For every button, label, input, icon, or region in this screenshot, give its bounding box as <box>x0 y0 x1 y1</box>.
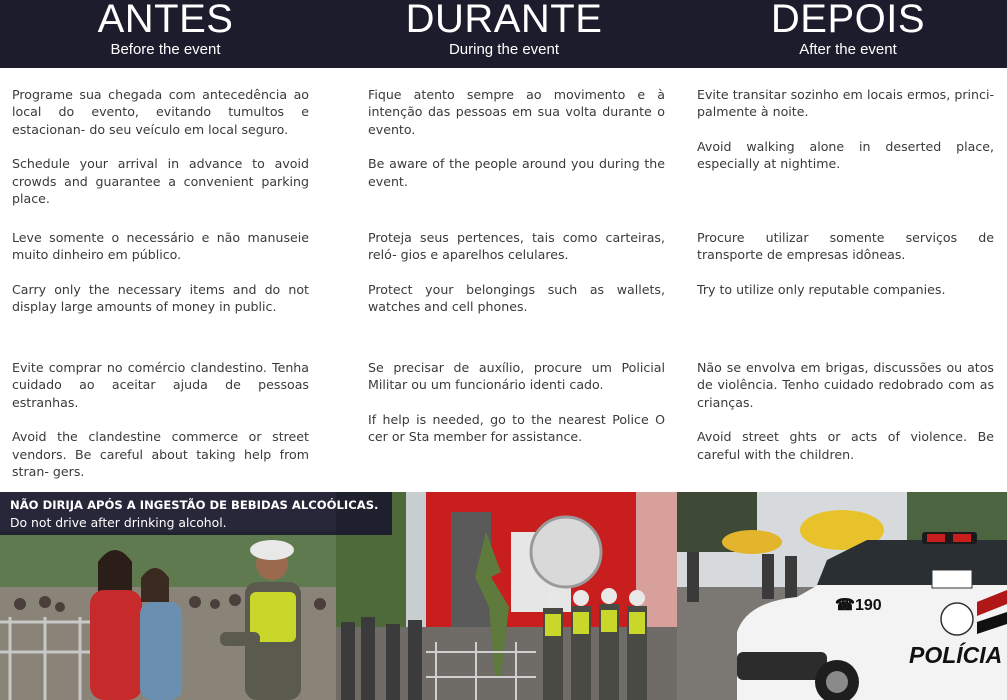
column-title: DURANTE <box>405 0 603 41</box>
column-subtitle: Before the event <box>110 41 221 58</box>
column-subtitle: After the event <box>799 41 897 58</box>
header-durante <box>336 0 672 68</box>
tip-pt: Se precisar de auxílio, procure um Policial Militar ou um funcionário identi cado. <box>368 360 665 393</box>
tip-pt: Programe sua chegada com antecedência ao local do evento, evitando tumultos e estacionan- do seu veículo em local seguro. <box>12 87 309 137</box>
tip-block <box>12 86 309 207</box>
photo-police-car <box>677 492 1007 700</box>
tip-block <box>368 359 665 446</box>
tip-pt: Não se envolva em brigas, discussões ou atos de violência. Tenho cuidado redobrado com as crianças. <box>697 360 994 410</box>
tip-en: Avoid the clandestine commerce or street vendors. Be careful about taking help from stran- gers. <box>12 429 309 480</box>
car-number-text <box>835 595 882 615</box>
tip-block <box>368 229 665 316</box>
car-police-label: POLÍCIA <box>909 642 1003 668</box>
tip-en: Schedule your arrival in advance to avoid crowds and guarantee a convenient parking place. <box>12 156 309 207</box>
tip-en: Be aware of the people around you during the event. <box>368 156 665 189</box>
banner-pt: NÃO DIRIJA APÓS A INGESTÃO DE BEBIDAS ALCOÓLICAS. <box>10 498 379 512</box>
column-title: DEPOIS <box>770 0 926 41</box>
header-bar <box>0 0 1007 68</box>
tip-block <box>697 86 994 173</box>
tip-pt: Evite transitar sozinho em locais ermos, princi- palmente à noite. <box>697 87 994 120</box>
tip-block <box>697 359 994 463</box>
tip-en: Try to utilize only reputable companies. <box>697 281 946 297</box>
tip-pt: Procure utilizar somente serviços de transporte de empresas idôneas. <box>697 230 994 263</box>
column-subtitle: During the event <box>448 41 560 58</box>
tip-pt: Fique atento sempre ao movimento e à intenção das pessoas em sua volta durante o evento. <box>368 87 665 137</box>
tip-en: If help is needed, go to the nearest Police O cer or Sta member for assistance. <box>368 411 665 445</box>
car-number: 190 <box>854 597 882 614</box>
phone-icon: ☎ <box>835 597 855 614</box>
tip-block <box>368 86 665 190</box>
tip-en: Avoid street ghts or acts of violence. Be careful with the children. <box>697 429 994 462</box>
tip-en: Carry only the necessary items and do not display large amounts of money in public. <box>12 281 309 315</box>
tip-block <box>12 229 309 316</box>
header-depois <box>680 0 1007 68</box>
banner-en: Do not drive after drinking alcohol. <box>10 515 227 530</box>
tip-block <box>697 229 994 298</box>
tip-block <box>12 359 309 480</box>
alcohol-warning-banner <box>0 492 392 535</box>
tip-pt: Leve somente o necessário e não manuseie muito dinheiro em público. <box>12 230 309 263</box>
tip-en: Avoid walking alone in deserted place, especially at nightime. <box>697 138 994 172</box>
column-title: ANTES <box>97 0 234 41</box>
tip-pt: Evite comprar no comércio clandestino. Tenha cuidado ao aceitar ajuda de pessoas estranhas. <box>12 360 309 410</box>
header-antes <box>0 0 336 68</box>
tip-en: Protect your belongings such as wallets, watches and cell phones. <box>368 281 665 315</box>
tip-pt: Proteja seus pertences, tais como carteiras, reló- gios e aparelhos celulares. <box>368 230 665 263</box>
